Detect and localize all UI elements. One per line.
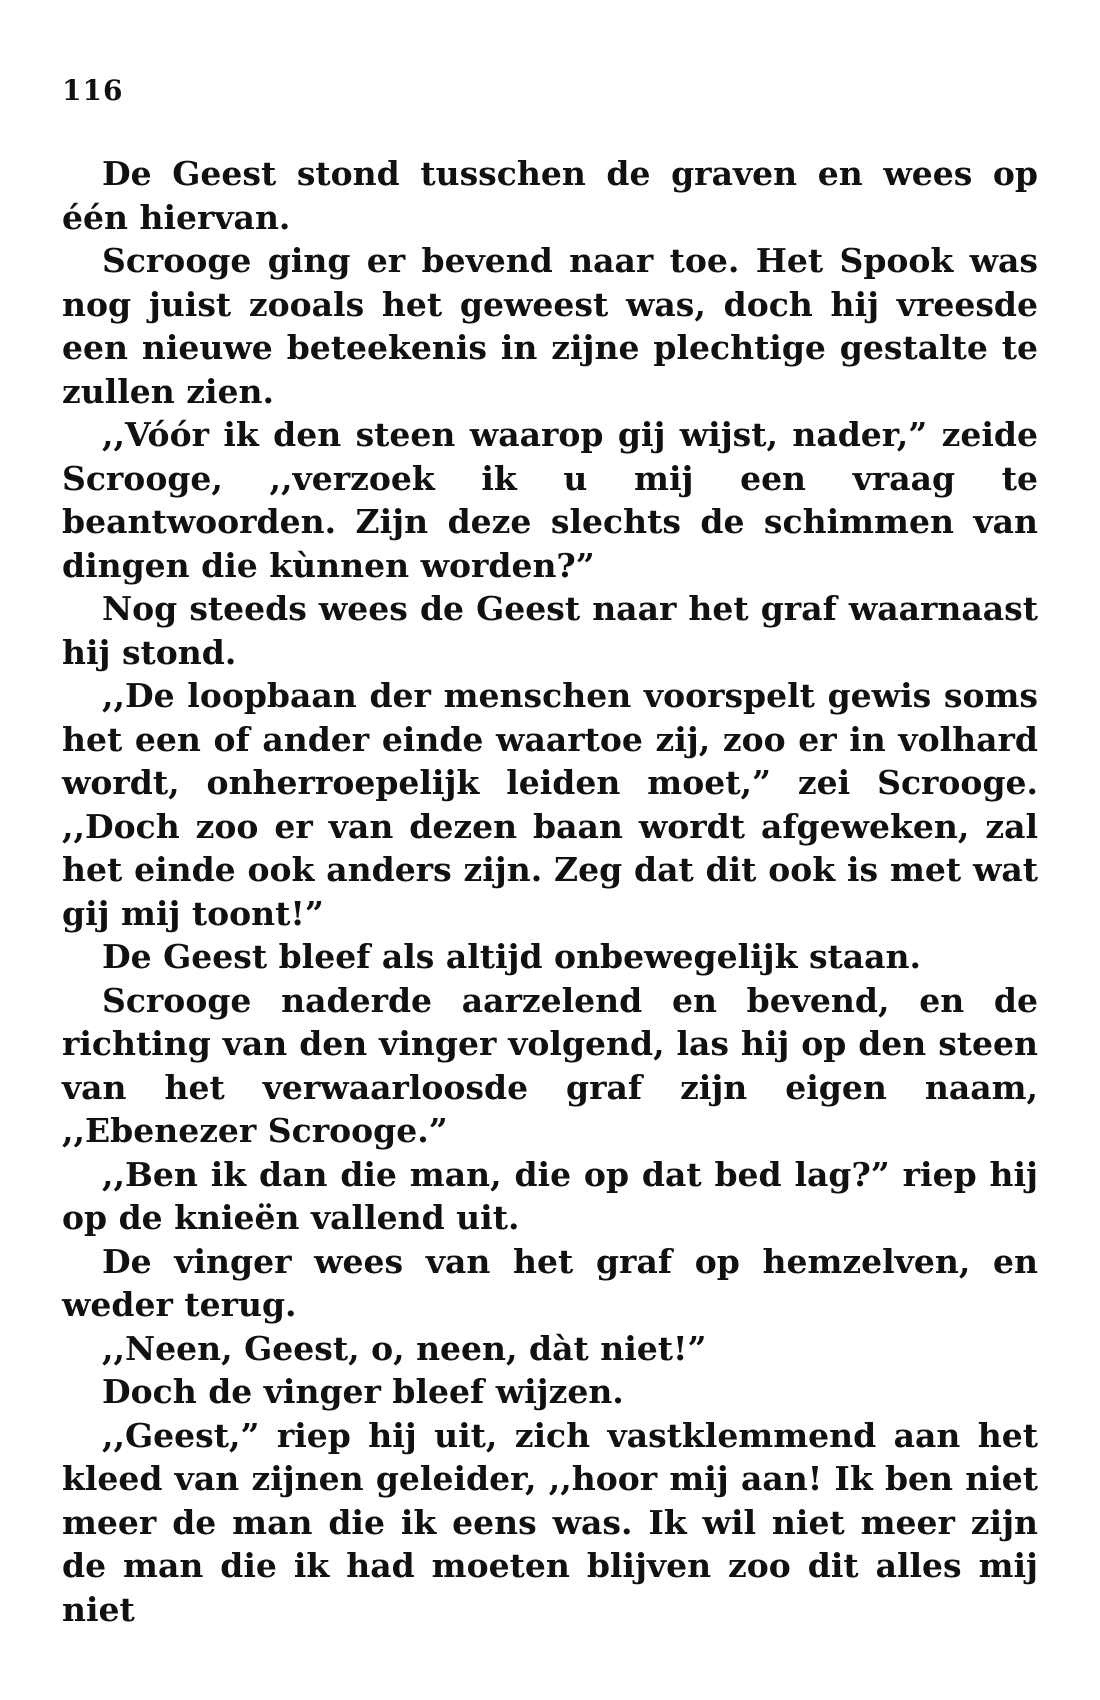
- paragraph: ,,De loopbaan der menschen voorspelt gewis soms het een of ander einde waartoe zij, zoo er in volhard wordt, onherroepelijk leiden moet,” zei Scrooge. ,,Doch zoo er van dezen baan wordt afgeweken, zal het einde ook anders zijn. Zeg dat dit ook is met wat gij mij toont!”: [62, 676, 1038, 933]
- paragraph: ,,Neen, Geest, o, neen, dàt niet!”: [102, 1328, 707, 1368]
- paragraph: ,,Vóór ik den steen waarop gij wijst, nader,” zeide Scrooge, ,,verzoek ik u mij een vraag te beantwoorden. Zijn deze slechts de schimmen van dingen die kùnnen worden?”: [62, 415, 1038, 585]
- paragraph: Scrooge ging er bevend naar toe. Het Spook was nog juist zooals het geweest was, doch hij vreesde een nieuwe beteekenis in zijne plechtige gestalte te zullen zien.: [62, 241, 1038, 411]
- paragraph: De vinger wees van het graf op hemzelven, en weder terug.: [62, 1241, 1038, 1324]
- paragraph: De Geest stond tusschen de graven en wees op één hiervan.: [62, 154, 1038, 237]
- paragraph: ,,Ben ik dan die man, die op dat bed lag?” riep hij op de knieën vallend uit.: [62, 1154, 1038, 1237]
- paragraph: Doch de vinger bleef wijzen.: [102, 1372, 624, 1411]
- paragraph: Nog steeds wees de Geest naar het graf waarnaast hij stond.: [62, 589, 1038, 672]
- paragraph: De Geest bleef als altijd onbewegelijk staan.: [102, 937, 922, 976]
- page-number: 116: [62, 74, 124, 107]
- paragraph: Scrooge naderde aarzelend en bevend, en de richting van den vinger volgend, las hij op den steen van het verwaarloosde graf zijn eigen naam, ,,Ebenezer Scrooge.”: [62, 980, 1038, 1150]
- page-text: [62, 152, 1038, 1631]
- paragraph: ,,Geest,” riep hij uit, zich vastklemmend aan het kleed van zijnen geleider, ,,hoor mij aan! Ik ben niet meer de man die ik eens was. Ik wil niet meer zijn de man die ik had moeten blijven zoo dit alles mij niet: [62, 1415, 1038, 1629]
